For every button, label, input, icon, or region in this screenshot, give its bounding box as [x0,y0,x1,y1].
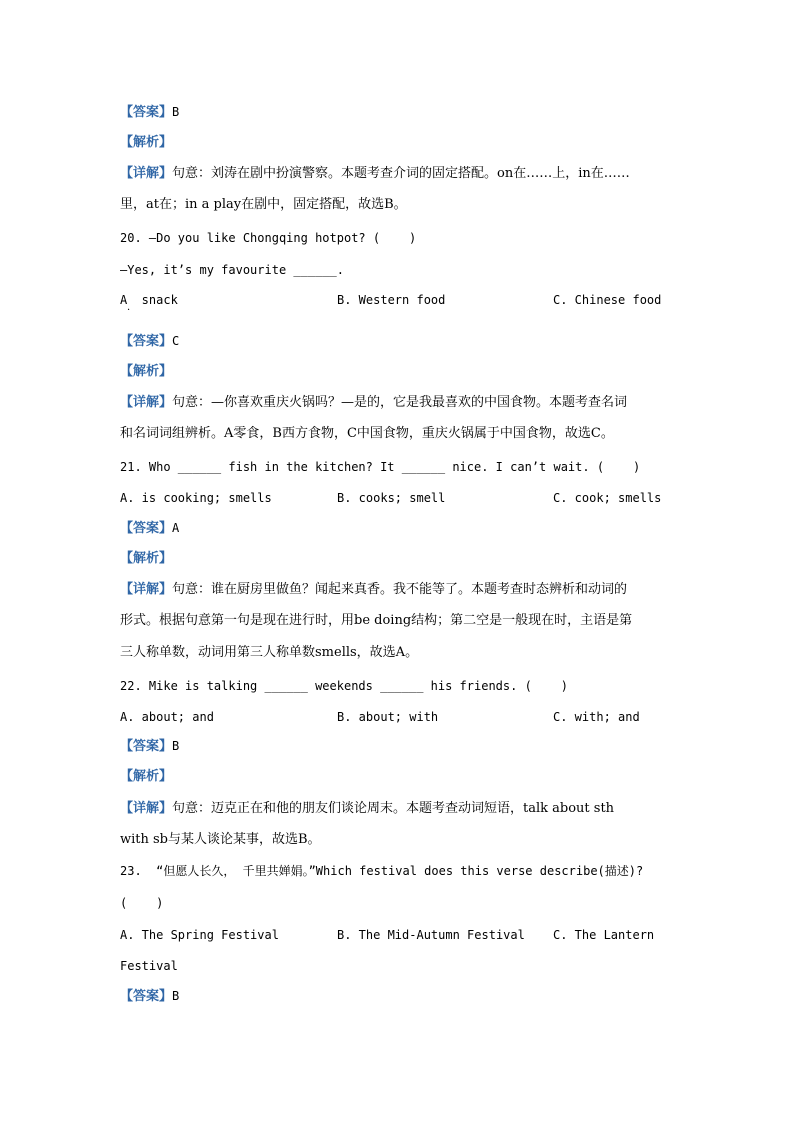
detail-tag: 【详解】 [120,166,173,181]
option-b-20: B. Western food [337,293,446,307]
answer-value: B [172,989,180,1003]
option-a-21: A. is cooking; smells [120,491,272,505]
analysis-tag-22 [120,769,172,785]
detail-line-20-2: 和名词词组辨析。A零食，B西方食物，C中国食物，重庆火锅属于中国食物，故选C。 [120,426,614,441]
option-b-21: B. cooks; smell [337,491,446,505]
option-c-22: C. with; and [553,710,640,724]
detail-text: 句意：迈克正在和他的朋友们谈论周末。本题考查动词短语，talk about sth [172,801,615,816]
detail-tag: 【详解】 [120,395,173,410]
answer-value: A [172,521,180,535]
question-stem-23: 23. “但愿人长久， 千里共婵娟。”Which festival does this verse describe(描述)? [120,864,644,878]
detail-line-19-1 [120,166,630,182]
question-stem-20-reply: —Yes, it’s my favourite ______. [120,263,344,277]
detail-text: 句意：刘涛在剧中扮演警察。本题考查介词的固定搭配。on在……上，in在…… [172,166,630,181]
detail-text: 句意：—你喜欢重庆火锅吗？—是的，它是我最喜欢的中国食物。本题考查名词 [172,395,628,410]
option-a-20: A snack [120,293,178,307]
detail-line-22-2: with sb与某人谈论某事，故选B。 [120,832,321,847]
option-b-23: B. The Mid-Autumn Festival [337,928,525,942]
analysis-tag: 【解析】 [120,364,173,379]
detail-text: 句意：谁在厨房里做鱼？闻起来真香。我不能等了。本题考查时态辨析和动词的 [172,582,628,597]
answer-tag: 【答案】 [120,334,173,349]
answer-tag: 【答案】 [120,521,173,536]
option-a-23: A. The Spring Festival [120,928,279,942]
answer-line-20 [120,333,179,350]
answer-line-21 [120,520,179,537]
dot-mark: · [127,305,131,316]
detail-line-21-3: 三人称单数，动词用第三人称单数smells，故选A。 [120,645,419,660]
answer-line-22 [120,738,179,755]
question-stem-20: 20. —Do you like Chongqing hotpot? ( ) [120,231,417,245]
option-c-23: C. The Lantern [553,928,655,942]
answer-value: C [172,334,180,348]
answer-tag: 【答案】 [120,105,173,120]
question-paren-23: ( ) [120,896,164,910]
detail-line-21-1 [120,582,627,598]
option-c-23-continued: Festival [120,959,178,973]
detail-tag: 【详解】 [120,582,173,597]
analysis-tag-20 [120,364,172,380]
answer-line-19 [120,104,179,121]
analysis-tag: 【解析】 [120,769,173,784]
answer-value: B [172,739,180,753]
question-stem-22: 22. Mike is talking ______ weekends ______ his friends. ( ) [120,679,568,693]
detail-line-21-2: 形式。根据句意第一句是现在进行时，用be doing结构；第二空是一般现在时，主语是第 [120,613,633,628]
analysis-tag: 【解析】 [120,135,173,150]
detail-tag: 【详解】 [120,801,173,816]
analysis-tag: 【解析】 [120,551,173,566]
analysis-tag-21 [120,551,172,567]
option-a-22: A. about; and [120,710,214,724]
detail-line-19-2: 里，at在；in a play在剧中，固定搭配，故选B。 [120,197,407,212]
question-stem-21: 21. Who ______ fish in the kitchen? It ______ nice. I can’t wait. ( ) [120,460,641,474]
answer-tag: 【答案】 [120,739,173,754]
option-c-20: C. Chinese food [553,293,662,307]
answer-value: B [172,105,180,119]
detail-line-22-1 [120,801,614,817]
option-b-22: B. about; with [337,710,439,724]
answer-tag: 【答案】 [120,989,173,1004]
answer-line-23 [120,988,179,1005]
option-c-21: C. cook; smells [553,491,662,505]
detail-line-20-1 [120,395,627,411]
analysis-tag-19 [120,135,172,151]
